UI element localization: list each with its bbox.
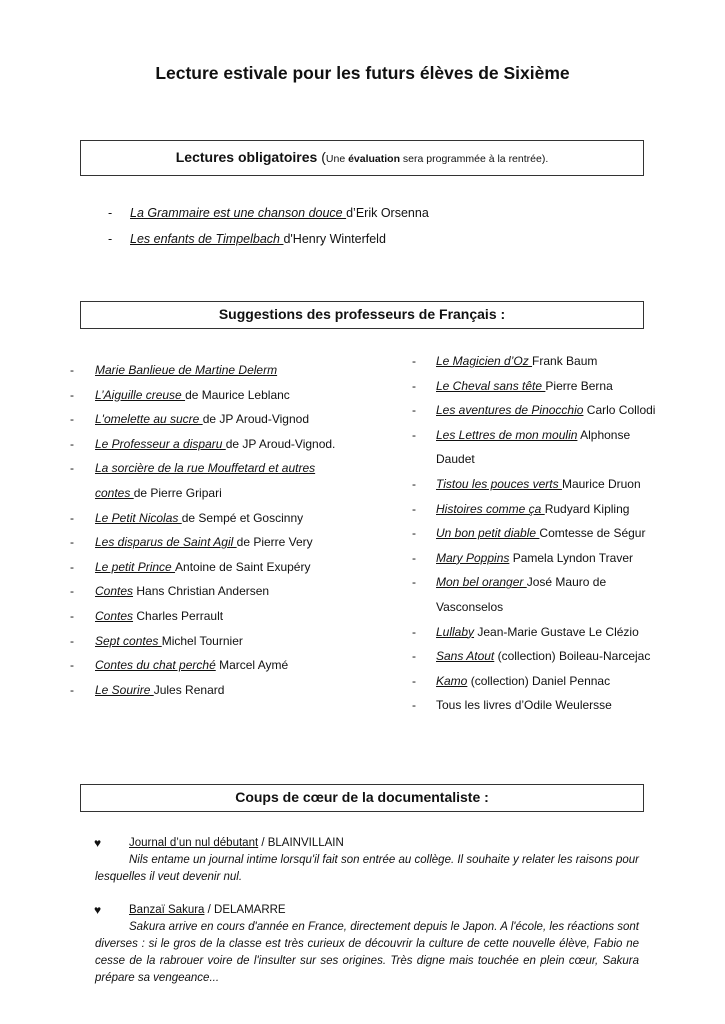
book-author: (collection) Daniel Pennac [467, 673, 611, 688]
book-title: Journal d’un nul débutant [129, 837, 259, 849]
book-title: Le petit Prince [95, 559, 176, 574]
list-item [412, 693, 712, 718]
list-item [412, 620, 712, 645]
book-title: Kamo [436, 673, 468, 688]
list-item [70, 579, 370, 604]
book-title: Mon bel oranger [436, 575, 527, 590]
list-item [70, 604, 370, 629]
book-title: Mary Poppins [436, 550, 510, 565]
list-dash: - [70, 682, 74, 697]
book-title: Sans Atout [436, 649, 495, 664]
list-dash: - [70, 461, 74, 476]
book-title: Le Petit Nicolas [95, 510, 182, 525]
book-title: Sept contes [95, 633, 162, 648]
list-dash: - [412, 378, 416, 393]
list-item [412, 423, 712, 448]
book-author: Pamela Lyndon Traver [509, 550, 633, 565]
list-item [412, 521, 712, 546]
book-title: Histoires comme ça [436, 501, 545, 516]
list-item [70, 456, 370, 481]
list-item [412, 497, 712, 522]
list-item [70, 678, 370, 703]
book-author: Jean-Marie Gustave Le Clézio [474, 624, 639, 639]
book-author: Rudyard Kipling [544, 501, 630, 516]
book-author: Vasconselos [436, 599, 504, 614]
list-dash: - [412, 427, 416, 442]
list-item [70, 481, 370, 506]
book-author: Daudet [436, 452, 475, 467]
list-item [70, 555, 370, 580]
book-author: Hans Christian Andersen [133, 584, 270, 599]
book-author: / DELAMARRE [204, 904, 286, 916]
book-author: (collection) Boileau-Narcejac [494, 649, 651, 664]
book-title: Contes [95, 608, 134, 623]
book-author: Alphonse [577, 427, 631, 442]
heart-icon: ♥ [94, 903, 102, 917]
book-author: de JP Aroud-Vignod [202, 412, 309, 427]
list-dash: - [412, 698, 416, 713]
book-author: de Pierre Very [236, 535, 313, 550]
book-title: contes [95, 485, 134, 500]
list-dash: - [70, 412, 74, 427]
list-dash: - [70, 559, 74, 574]
list-dash: - [412, 526, 416, 541]
list-dash: - [412, 673, 416, 688]
list-dash: - [70, 608, 74, 623]
book-author: José Mauro de [526, 575, 607, 590]
book-title: La Grammaire est une chanson douce [130, 206, 347, 220]
book-title: Banzaï Sakura [129, 904, 205, 916]
book-author: Antoine de Saint Exupéry [175, 559, 311, 574]
book-title: L’Aiguille creuse [95, 387, 186, 402]
book-author: de Maurice Leblanc [185, 387, 290, 402]
suggestions-left-column [70, 358, 370, 702]
suggestions-heading-box [80, 301, 644, 329]
list-dash: - [70, 436, 74, 451]
book-author: d'Henry Winterfeld [283, 232, 386, 246]
list-dash: - [70, 584, 74, 599]
book-title: Le Sourire [95, 682, 154, 697]
documentalist-item [95, 835, 639, 886]
list-item [412, 546, 712, 571]
book-title: Marie Banlieue de Martine Delerm [95, 363, 278, 377]
list-item: - La Grammaire est une chanson douce d’Erik Orsenna [108, 206, 429, 220]
list-dash: - [70, 535, 74, 550]
book-author: Carlo Collodi [583, 403, 656, 418]
list-item: - Les enfants de Timpelbach d'Henry Winterfeld [108, 232, 386, 246]
list-item [412, 447, 712, 472]
book-author: / BLAINVILLAIN [258, 837, 344, 849]
list-dash: - [412, 624, 416, 639]
mandatory-list [108, 203, 429, 255]
suggestions-heading: Suggestions des professeurs de Français : [218, 306, 506, 322]
book-author: Tous les livres d’Odile Weulersse [436, 698, 612, 713]
book-author: Charles Perrault [133, 608, 224, 623]
list-item [70, 653, 370, 678]
list-item [412, 644, 712, 669]
list-item [70, 407, 370, 432]
book-author: Frank Baum [532, 354, 598, 368]
list-item [412, 595, 712, 620]
list-item [412, 472, 712, 497]
documentalist-heading-box [80, 784, 644, 812]
list-item [70, 358, 370, 383]
book-author: de Pierre Gripari [133, 485, 222, 500]
list-item [70, 383, 370, 408]
list-item [70, 506, 370, 531]
book-title: Les disparus de Saint Agil [95, 535, 237, 550]
list-item [412, 669, 712, 694]
book-description: Nils entame un journal intime lorsqu'il fait son entrée au collège. Il souhaite y relater les raisons pour lesquelles il veut devenir nul. [95, 854, 639, 883]
book-title: Le Cheval sans tête [436, 378, 546, 393]
book-author: Comtesse de Ségur [539, 526, 646, 541]
book-title: Un bon petit diable [436, 526, 540, 541]
list-dash: - [412, 550, 416, 565]
book-author: Marcel Aymé [215, 658, 289, 673]
page-title: Lecture estivale pour les futurs élèves de Sixième [155, 63, 570, 83]
list-dash: - [412, 476, 416, 491]
book-title: Les aventures de Pinocchio [436, 403, 584, 418]
book-author: d’Erik Orsenna [346, 206, 429, 220]
book-author: de Sempé et Goscinny [181, 510, 304, 525]
book-title: Les Lettres de mon moulin [436, 427, 578, 442]
book-title: L'omelette au sucre [95, 412, 203, 427]
list-dash: - [70, 387, 74, 402]
documentalist-heading: Coups de cœur de la documentaliste : [235, 789, 489, 805]
book-description: Sakura arrive en cours d'année en France, directement depuis le Japon. A l'école, les réactions sont diverses : si le gros de la classe est très curieux de découvrir la culture de cette nouvelle élève, Fabio ne cesse de la rabrouer voire de l'insulter sur ses origines. Très digne mais touchée en plein cœur, Sakura prépare sa vengeance... [95, 921, 639, 984]
list-item [412, 374, 712, 399]
list-dash: - [412, 575, 416, 590]
book-author: Jules Renard [153, 682, 225, 697]
documentalist-item [95, 902, 639, 987]
list-item [70, 530, 370, 555]
heart-icon: ♥ [94, 836, 102, 850]
book-title: Contes du chat perché [95, 658, 216, 673]
book-author: Pierre Berna [545, 378, 613, 393]
book-author: de JP Aroud-Vignod. [225, 436, 336, 451]
list-dash: - [70, 510, 74, 525]
list-item [412, 570, 712, 595]
list-item [70, 432, 370, 457]
list-dash: - [412, 354, 416, 368]
list-item [70, 629, 370, 654]
list-dash: - [412, 649, 416, 664]
suggestions-right-column [412, 349, 712, 718]
mandatory-heading: Lectures obligatoires [175, 149, 318, 165]
list-dash: - [70, 363, 74, 377]
list-dash: - [412, 403, 416, 418]
book-title: La sorcière de la rue Mouffetard et autres [95, 461, 316, 476]
book-title: Lullaby [436, 624, 475, 639]
list-item [412, 349, 712, 374]
book-title: Les enfants de Timpelbach [130, 232, 284, 246]
list-item [412, 398, 712, 423]
book-author: Michel Tournier [161, 633, 243, 648]
list-dash: - [412, 501, 416, 516]
book-title: Le Professeur a disparu [95, 436, 226, 451]
list-dash: - [70, 658, 74, 673]
book-title: Le Magicien d’Oz [436, 354, 533, 368]
book-title: Contes [95, 584, 134, 599]
book-author: Maurice Druon [561, 476, 641, 491]
mandatory-note: (Une évaluation sera programmée à la rentrée). [321, 149, 549, 165]
mandatory-heading-box [80, 140, 644, 176]
book-title: Tistou les pouces verts [436, 476, 562, 491]
list-dash: - [70, 633, 74, 648]
